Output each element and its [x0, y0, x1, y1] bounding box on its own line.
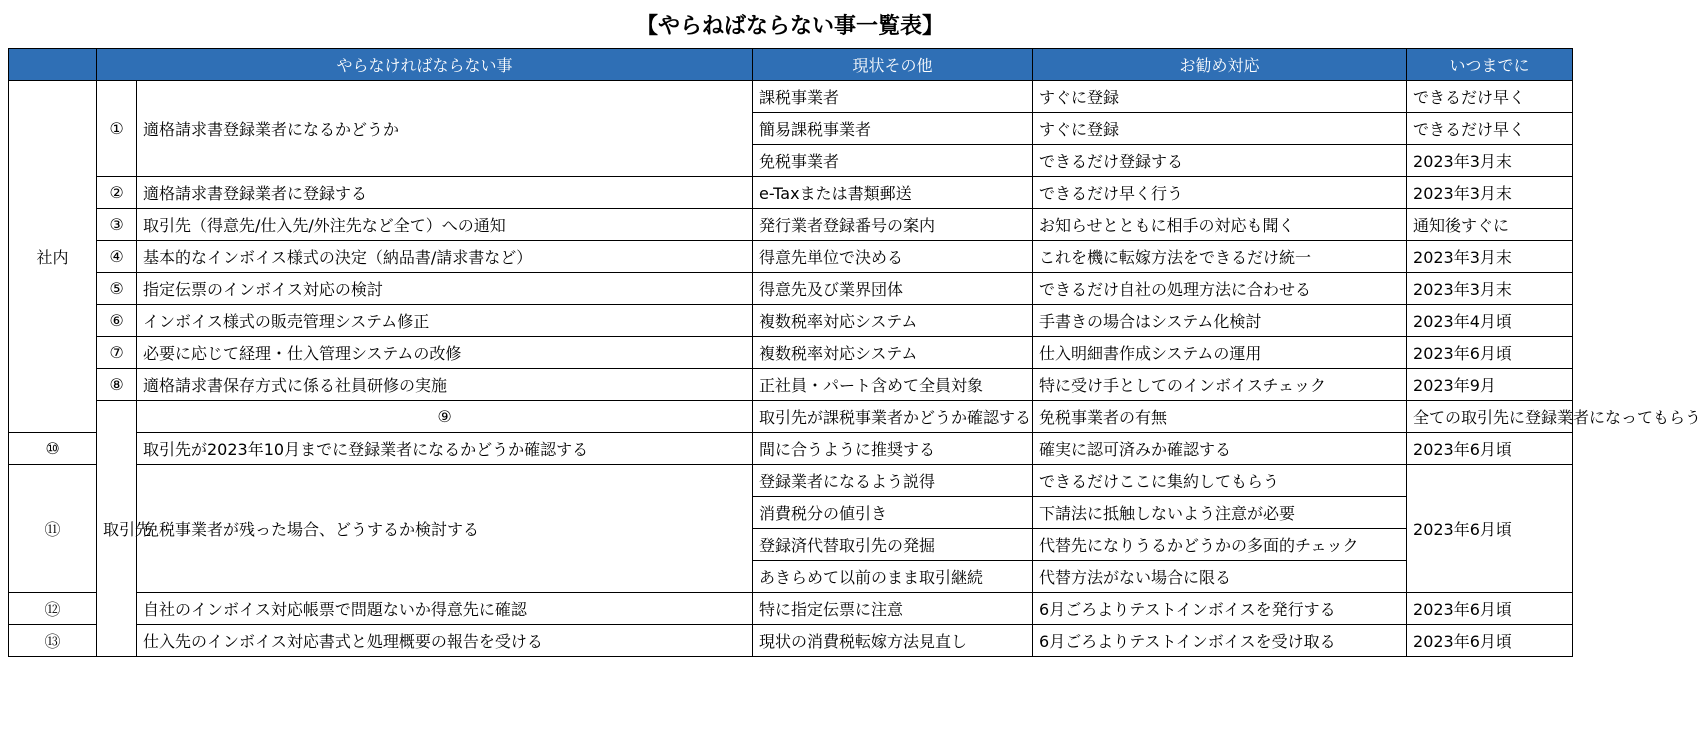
row-number: ⑬ — [9, 625, 97, 657]
action-cell: 仕入明細書作成システムの運用 — [1033, 337, 1407, 369]
deadline-cell: 2023年6月頃 — [1407, 625, 1573, 657]
deadline-cell: 2023年9月 — [1407, 369, 1573, 401]
deadline-cell: 2023年6月頃 — [1407, 593, 1573, 625]
task-cell: インボイス様式の販売管理システム修正 — [137, 305, 753, 337]
task-cell: 取引先が課税事業者かどうか確認する — [753, 401, 1033, 433]
action-cell: これを機に転嫁方法をできるだけ統一 — [1033, 241, 1407, 273]
deadline-cell: 2023年6月頃 — [1407, 337, 1573, 369]
task-cell: 免税事業者が残った場合、どうするか検討する — [137, 465, 753, 593]
status-cell: 課税事業者 — [753, 81, 1033, 113]
task-cell: 指定伝票のインボイス対応の検討 — [137, 273, 753, 305]
action-cell: 特に受け手としてのインボイスチェック — [1033, 369, 1407, 401]
page-title: 【やらねばならない事一覧表】 — [635, 14, 944, 39]
deadline-cell: 2023年3月末 — [1407, 145, 1573, 177]
table-row — [9, 305, 1573, 337]
action-cell: 代替方法がない場合に限る — [1033, 561, 1407, 593]
status-cell: 複数税率対応システム — [753, 337, 1033, 369]
table-row — [9, 209, 1573, 241]
table-row — [9, 177, 1573, 209]
status-cell: 登録済代替取引先の発掘 — [753, 529, 1033, 561]
row-number: ⑧ — [97, 369, 137, 401]
table-row — [9, 81, 1573, 113]
row-number: ⑨ — [137, 401, 753, 433]
deadline-cell: 2023年3月末 — [1407, 177, 1573, 209]
action-cell: できるだけ登録する — [1033, 145, 1407, 177]
deadline-cell: できるだけ早く — [1407, 81, 1573, 113]
task-cell: 取引先が2023年10月までに登録業者になるかどうか確認する — [137, 433, 753, 465]
table-row — [9, 401, 1573, 433]
table-row — [9, 593, 1573, 625]
action-cell: できるだけここに集約してもらう — [1033, 465, 1407, 497]
header-deadline: いつまでに — [1407, 49, 1573, 81]
status-cell: あきらめて以前のまま取引継続 — [753, 561, 1033, 593]
row-number: ② — [97, 177, 137, 209]
status-cell: 得意先及び業界団体 — [753, 273, 1033, 305]
task-cell: 適格請求書登録業者に登録する — [137, 177, 753, 209]
status-cell: 簡易課税事業者 — [753, 113, 1033, 145]
row-number: ③ — [97, 209, 137, 241]
deadline-cell: 2023年4月頃 — [1407, 305, 1573, 337]
action-cell: すぐに登録 — [1033, 113, 1407, 145]
row-number: ⑩ — [9, 433, 97, 465]
action-cell: 全ての取引先に登録業者になってもらう — [1407, 401, 1573, 433]
action-cell: 下請法に抵触しないよう注意が必要 — [1033, 497, 1407, 529]
row-number: ⑪ — [9, 465, 97, 593]
row-number: ⑦ — [97, 337, 137, 369]
deadline-cell: できるだけ早く — [1407, 113, 1573, 145]
task-cell: 仕入先のインボイス対応書式と処理概要の報告を受ける — [137, 625, 753, 657]
row-number: ⑫ — [9, 593, 97, 625]
table-row — [9, 273, 1573, 305]
action-cell: すぐに登録 — [1033, 81, 1407, 113]
header-status: 現状その他 — [753, 49, 1033, 81]
deadline-cell: 2023年6月頃 — [1407, 433, 1573, 465]
action-cell: 6月ごろよりテストインボイスを発行する — [1033, 593, 1407, 625]
status-cell: e-Taxまたは書類郵送 — [753, 177, 1033, 209]
table-row — [9, 241, 1573, 273]
header-row — [9, 49, 1573, 81]
task-cell: 基本的なインボイス様式の決定（納品書/請求書など） — [137, 241, 753, 273]
status-cell: 登録業者になるよう説得 — [753, 465, 1033, 497]
deadline-cell: 2023年3月末 — [1407, 273, 1573, 305]
action-cell: できるだけ自社の処理方法に合わせる — [1033, 273, 1407, 305]
header-task: やらなければならない事 — [97, 49, 753, 81]
header-blank — [9, 49, 97, 81]
task-cell: 自社のインボイス対応帳票で問題ないか得意先に確認 — [137, 593, 753, 625]
header-action: お勧め対応 — [1033, 49, 1407, 81]
row-number: ① — [97, 81, 137, 177]
task-cell: 必要に応じて経理・仕入管理システムの改修 — [137, 337, 753, 369]
deadline-cell: 2023年6月頃 — [1407, 465, 1573, 593]
action-cell: 手書きの場合はシステム化検討 — [1033, 305, 1407, 337]
task-cell: 取引先（得意先/仕入先/外注先など全て）への通知 — [137, 209, 753, 241]
action-cell: 代替先になりうるかどうかの多面的チェック — [1033, 529, 1407, 561]
group-internal: 社内 — [9, 81, 97, 433]
status-cell: 免税事業者 — [753, 145, 1033, 177]
status-cell: 得意先単位で決める — [753, 241, 1033, 273]
status-cell: 正社員・パート含めて全員対象 — [753, 369, 1033, 401]
table-row — [9, 369, 1573, 401]
group-supplier: 取引先 — [97, 401, 137, 657]
row-number: ⑤ — [97, 273, 137, 305]
status-cell: 間に合うように推奨する — [753, 433, 1033, 465]
row-number: ④ — [97, 241, 137, 273]
action-cell: できるだけ早く行う — [1033, 177, 1407, 209]
table-row — [9, 337, 1573, 369]
row-number: ⑥ — [97, 305, 137, 337]
status-cell: 複数税率対応システム — [753, 305, 1033, 337]
table-row — [9, 465, 1573, 497]
task-cell: 適格請求書保存方式に係る社員研修の実施 — [137, 369, 753, 401]
deadline-cell: 2023年3月末 — [1407, 241, 1573, 273]
status-cell: 特に指定伝票に注意 — [753, 593, 1033, 625]
table-row — [9, 625, 1573, 657]
deadline-cell: 通知後すぐに — [1407, 209, 1573, 241]
status-cell: 免税事業者の有無 — [1033, 401, 1407, 433]
status-cell: 発行業者登録番号の案内 — [753, 209, 1033, 241]
status-cell: 現状の消費税転嫁方法見直し — [753, 625, 1033, 657]
todo-table — [8, 48, 1701, 657]
action-cell: 6月ごろよりテストインボイスを受け取る — [1033, 625, 1407, 657]
task-cell: 適格請求書登録業者になるかどうか — [137, 81, 753, 177]
table-row — [9, 433, 1573, 465]
status-cell: 消費税分の値引き — [753, 497, 1033, 529]
action-cell: 確実に認可済みか確認する — [1033, 433, 1407, 465]
action-cell: お知らせとともに相手の対応も聞く — [1033, 209, 1407, 241]
